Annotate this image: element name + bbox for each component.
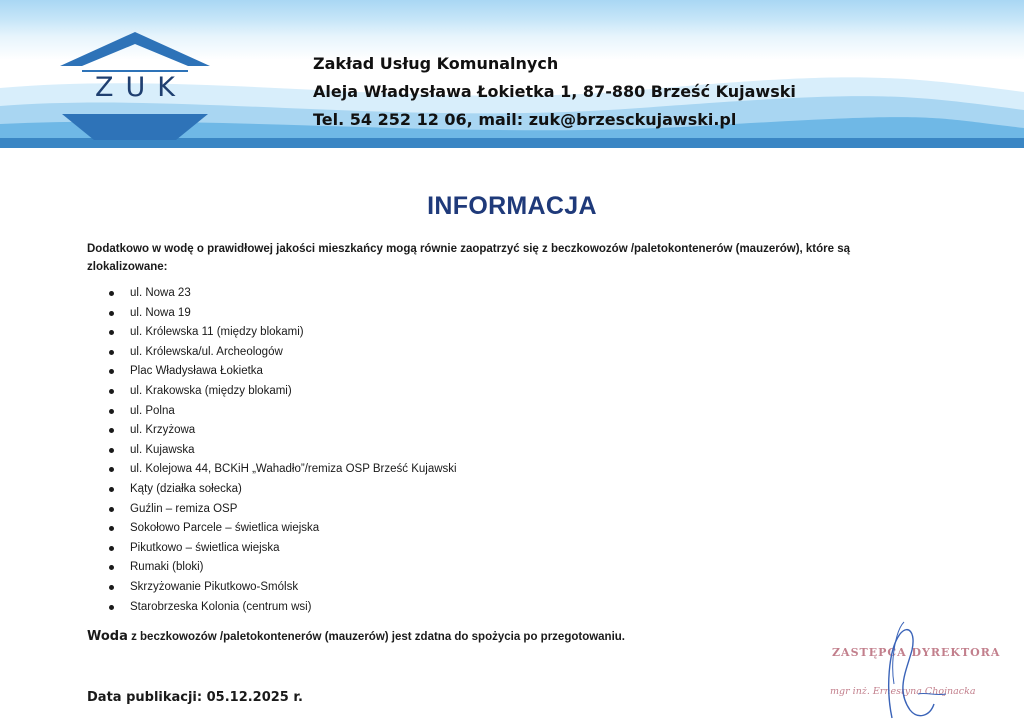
location-item <box>108 421 457 441</box>
location-item <box>108 304 457 324</box>
location-text: Guźlin – remiza OSP <box>130 502 238 515</box>
bullet-icon <box>109 389 114 394</box>
footer-note-text: z beczkowozów /paletokontenerów (mauzerów) jest zdatna do spożycia po przegotowaniu. <box>127 631 626 643</box>
director-stamp <box>826 620 1004 724</box>
location-text: ul. Krakowska (między blokami) <box>130 384 292 397</box>
location-item <box>108 500 457 520</box>
stamp-title: ZASTĘPCA DYREKTORA <box>832 646 1001 659</box>
bullet-icon <box>109 330 114 335</box>
location-item <box>108 284 457 304</box>
company-address: Aleja Władysława Łokietka 1, 87-880 Brześć Kujawski <box>313 82 796 101</box>
company-contact: Tel. 54 252 12 06, mail: zuk@brzesckujawski.pl <box>313 110 737 129</box>
location-text: ul. Nowa 19 <box>130 306 191 319</box>
location-text: Kąty (działka sołecka) <box>130 482 242 495</box>
location-item <box>108 480 457 500</box>
location-item <box>108 460 457 480</box>
location-text: ul. Kujawska <box>130 443 195 456</box>
location-item <box>108 382 457 402</box>
bullet-icon <box>109 350 114 355</box>
footer-note <box>87 629 625 644</box>
bullet-icon <box>109 585 114 590</box>
bullet-icon <box>109 428 114 433</box>
location-text: ul. Kolejowa 44, BCKiH „Wahadło”/remiza OSP Brześć Kujawski <box>130 463 457 476</box>
location-item <box>108 362 457 382</box>
location-text: ul. Krzyżowa <box>130 424 196 437</box>
location-text: ul. Królewska/ul. Archeologów <box>130 345 283 358</box>
location-item <box>108 539 457 559</box>
location-item <box>108 343 457 363</box>
publication-date: Data publikacji: 05.12.2025 r. <box>87 690 303 705</box>
bullet-icon <box>109 507 114 512</box>
location-item <box>108 519 457 539</box>
company-name: Zakład Usług Komunalnych <box>313 54 559 73</box>
logo-text: ZUK <box>95 72 187 103</box>
bullet-icon <box>109 565 114 570</box>
location-item <box>108 441 457 461</box>
bullet-icon <box>109 467 114 472</box>
bullet-icon <box>109 311 114 316</box>
locations-list <box>108 284 457 617</box>
footer-note-lead: Woda <box>87 629 128 644</box>
zuk-logo <box>58 30 212 142</box>
bullet-icon <box>109 546 114 551</box>
bullet-icon <box>109 605 114 610</box>
company-info <box>313 50 796 134</box>
location-text: ul. Królewska 11 (między blokami) <box>130 326 304 339</box>
location-item <box>108 558 457 578</box>
stamp-name: mgr inż. Ernestyna Chojnacka <box>830 686 976 697</box>
location-text: Starobrzeska Kolonia (centrum wsi) <box>130 600 312 613</box>
document-title: INFORMACJA <box>427 192 597 220</box>
bullet-icon <box>109 369 114 374</box>
location-text: ul. Polna <box>130 404 175 417</box>
bullet-icon <box>109 526 114 531</box>
location-text: Sokołowo Parcele – świetlica wiejska <box>130 522 320 535</box>
location-text: Rumaki (bloki) <box>130 561 204 574</box>
bullet-icon <box>109 409 114 414</box>
letterhead <box>0 0 1024 148</box>
location-text: Plac Władysława Łokietka <box>130 365 263 378</box>
location-item <box>108 578 457 598</box>
location-item <box>108 598 457 618</box>
signature-icon <box>826 620 1004 724</box>
bullet-icon <box>109 487 114 492</box>
intro-paragraph: Dodatkowo w wodę o prawidłowej jakości mieszkańcy mogą równie zaopatrzyć się z beczkowozów /paletokontenerów (mauzerów), które są zlokalizowane: <box>87 243 851 273</box>
location-text: Pikutkowo – świetlica wiejska <box>130 541 280 554</box>
location-text: Skrzyżowanie Pikutkowo-Smólsk <box>130 580 299 593</box>
location-item <box>108 323 457 343</box>
bullet-icon <box>109 448 114 453</box>
bullet-icon <box>109 291 114 296</box>
location-text: ul. Nowa 23 <box>130 287 191 299</box>
location-item <box>108 402 457 422</box>
